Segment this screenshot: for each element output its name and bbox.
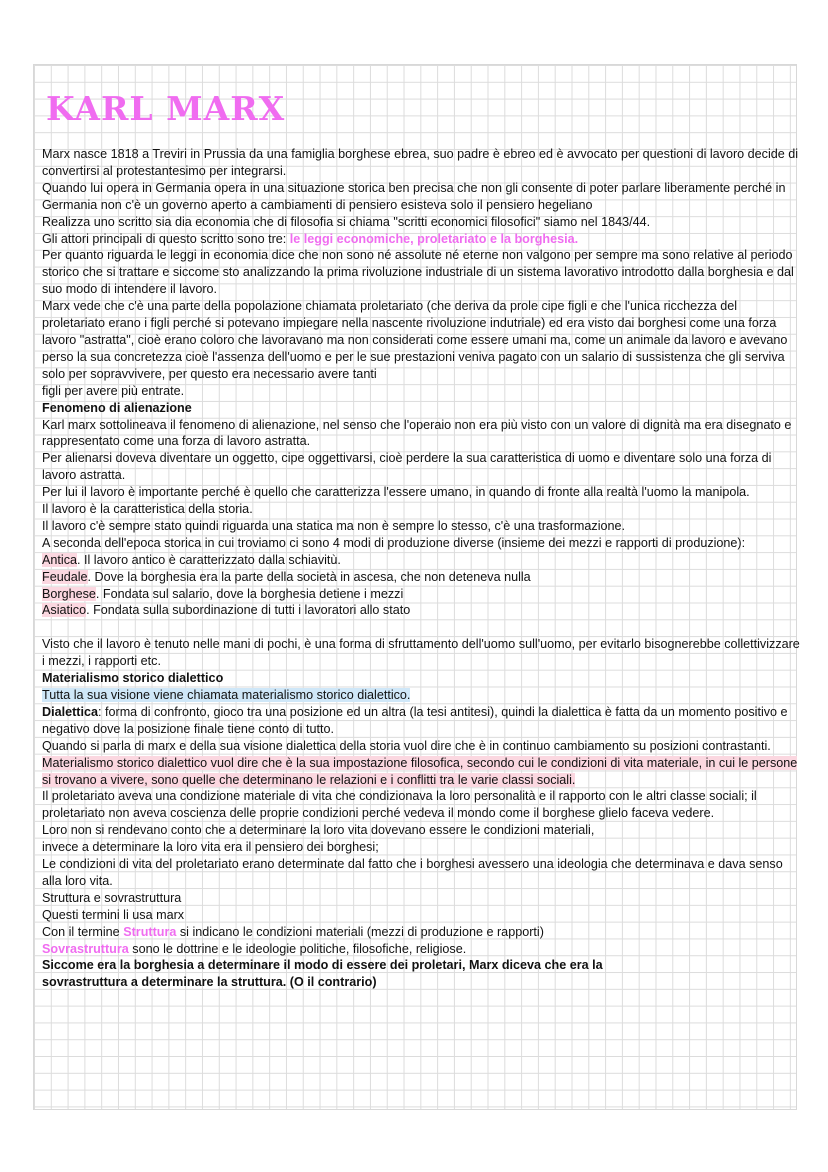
highlight-term: Asiatico xyxy=(42,603,87,618)
paragraph: Il lavoro c'è sempre stato quindi riguarda una statica ma non è sempre lo stesso, c'è una trasformazione. xyxy=(42,518,626,533)
list-item xyxy=(42,602,802,619)
highlight-term: Feudale xyxy=(42,569,88,584)
text-run: . Dove la borghesia era la parte della società in ascesa, che non deteneva nulla xyxy=(87,569,531,584)
list-item xyxy=(42,586,802,603)
text-run: . Fondata sul salario, dove la borghesia detiene i mezzi xyxy=(95,586,404,601)
text-run: sono le dottrine e le ideologie politiche, filosofiche, religiose. xyxy=(128,941,467,956)
highlight-text: Sovrastruttura xyxy=(42,941,129,956)
paragraph: Visto che il lavoro è tenuto nelle mani di pochi, è una forma di sfruttamento dell'uomo sull'uomo, per evitarlo bisognerebbe collettivizzare i mezzi, i rapporti etc. xyxy=(42,637,800,669)
notes-body xyxy=(42,146,802,991)
page-title: KARL MARX xyxy=(46,89,286,128)
paragraph: Realizza uno scritto sia dia economia che di filosofia si chiama "scritti economici filosofici" siamo nel 1843/44. xyxy=(42,214,651,229)
blank-line xyxy=(42,619,802,636)
paragraph: Quando lui opera in Germania opera in una situazione storica ben precisa che non gli consente di poter parlare liberamente perché in Germania non c'è un governo aperto a cambiamenti di pensiero esisteva solo il pensiero hegeliano xyxy=(42,180,786,212)
text-run: Con il termine xyxy=(42,924,124,939)
paragraph: Struttura e sovrastruttura xyxy=(42,890,182,905)
paragraph: figli per avere più entrate. xyxy=(42,383,185,398)
paragraph: Questi termini li usa marx xyxy=(42,907,185,922)
highlight-text: Struttura xyxy=(123,924,177,939)
paragraph: Il lavoro è la caratteristica della storia. xyxy=(42,502,253,517)
paragraph: Marx nasce 1818 a Treviri in Prussia da una famiglia borghese ebrea, suo padre è ebreo ed è avvocato per questioni di lavoro decide di convertirsi al protestantesimo per integrarsi. xyxy=(42,147,799,178)
paragraph xyxy=(42,755,802,789)
highlight-term: Borghese xyxy=(42,586,96,601)
paragraph xyxy=(42,704,802,738)
highlight-text: le leggi economiche, proletariato e la borghesia. xyxy=(289,231,579,246)
text-run: . Fondata sulla subordinazione di tutti i lavoratori allo stato xyxy=(86,603,411,618)
list-item xyxy=(42,569,802,586)
paragraph xyxy=(42,687,802,704)
paragraph: Per lui il lavoro è importante perché è quello che caratterizza l'essere umano, in quando di fronte alla realtà l'uomo la manipola. xyxy=(42,485,750,500)
highlight-sentence: Tutta la sua visione viene chiamata materialismo storico dialettico. xyxy=(42,687,411,702)
paragraph xyxy=(42,924,802,941)
section-heading: Materialismo storico dialettico xyxy=(42,671,224,686)
section-heading: Fenomeno di alienazione xyxy=(42,400,192,415)
conclusion-text: Siccome era la borghesia a determinare il modo di essere dei proletari, Marx diceva che era la sovrastruttura a determinare la struttura. (O il contrario) xyxy=(42,958,603,990)
text-run: . Il lavoro antico è caratterizzato dalla schiavitù. xyxy=(77,552,341,567)
paragraph xyxy=(42,231,802,248)
highlight-term: Antica xyxy=(42,552,78,567)
paragraph: Karl marx sottolineava il fenomeno di alienazione, nel senso che l'operaio non era più visto con un valore di dignità ma era disegnato e rappresentato come una forza di lavoro astratta. xyxy=(42,417,792,449)
text-run: si indicano le condizioni materiali (mezzi di produzione e rapporti) xyxy=(176,924,544,939)
paragraph xyxy=(42,941,802,958)
paragraph: Le condizioni di vita del proletariato erano determinate dal fatto che i borghesi avessero una ideologia che determinava e dava senso alla loro vita. xyxy=(42,857,783,888)
paragraph: Per alienarsi doveva diventare un oggetto, cipe oggettivarsi, cioè perdere la sua caratteristica di uomo e diventare solo una forza di lavoro astratta. xyxy=(42,451,772,483)
text-run: Gli attori principali di questo scritto sono tre: xyxy=(42,231,290,246)
paragraph: Loro non si rendevano conto che a determinare la loro vita dovevano essere le condizioni materiali, xyxy=(42,823,595,838)
list-item xyxy=(42,552,802,569)
highlight-sentence: Materialismo storico dialettico vuol dire che è la sua impostazione filosofica, secondo cui le condizioni di vita materiale, in cui le persone si trovano a vivere, sono quelle che determinano le relazioni e i conflitti tra le varie classi sociali. xyxy=(42,755,798,787)
text-run: : forma di confronto, gioco tra una posizione ed un altra (la tesi antitesi), quindi la dialettica è fatta da un momento positivo e negativo dove la posizione finale tiene conto di tutto. xyxy=(42,704,788,736)
paragraph: Quando si parla di marx e della sua visione dialettica della storia vuol dire che è in continuo cambiamento su posizioni contrastanti. xyxy=(42,738,771,753)
paragraph: Marx vede che c'è una parte della popolazione chiamata proletariato (che deriva da prole cipe figli e che l'unica ricchezza del proletariato erano i figli perché si potevano impiegare nella nascente rivoluzione indutriale) ed era visto dai borghesi come una forza lavoro "astratta", cioè erano coloro che lavoravano ma non considerati come essere umani ma, come un animale da lavoro e avevano perso la sua concretezza cioè l'assenza dell'uomo e per le sue prestazioni veniva pagato con un salario di sussistenza che gli serviva solo per sopravvivere, per questo era necessario avere tanti xyxy=(42,299,788,381)
paragraph: Il proletariato aveva una condizione materiale di vita che condizionava la loro personalità e il rapporto con le altri classe sociali; il proletariato non aveva coscienza delle proprie condizioni perché vedeva il mondo come il borghese glielo faceva vedere. xyxy=(42,789,757,821)
paragraph: A seconda dell'epoca storica in cui troviamo ci sono 4 modi di produzione diverse (insieme dei mezzi e rapporti di produzione): xyxy=(42,535,746,550)
paragraph: invece a determinare la loro vita era il pensiero dei borghesi; xyxy=(42,840,379,855)
paragraph: Per quanto riguarda le leggi in economia dice che non sono né assolute né eterne non valgono per sempre ma sono relative al periodo storico che si trattare e siccome sto analizzando la prima rivoluzione industriale di un sistema lavorativo introdotto dalla borghesia e dal suo modo di intendere il lavoro. xyxy=(42,248,794,297)
term-label: Dialettica xyxy=(42,704,98,719)
